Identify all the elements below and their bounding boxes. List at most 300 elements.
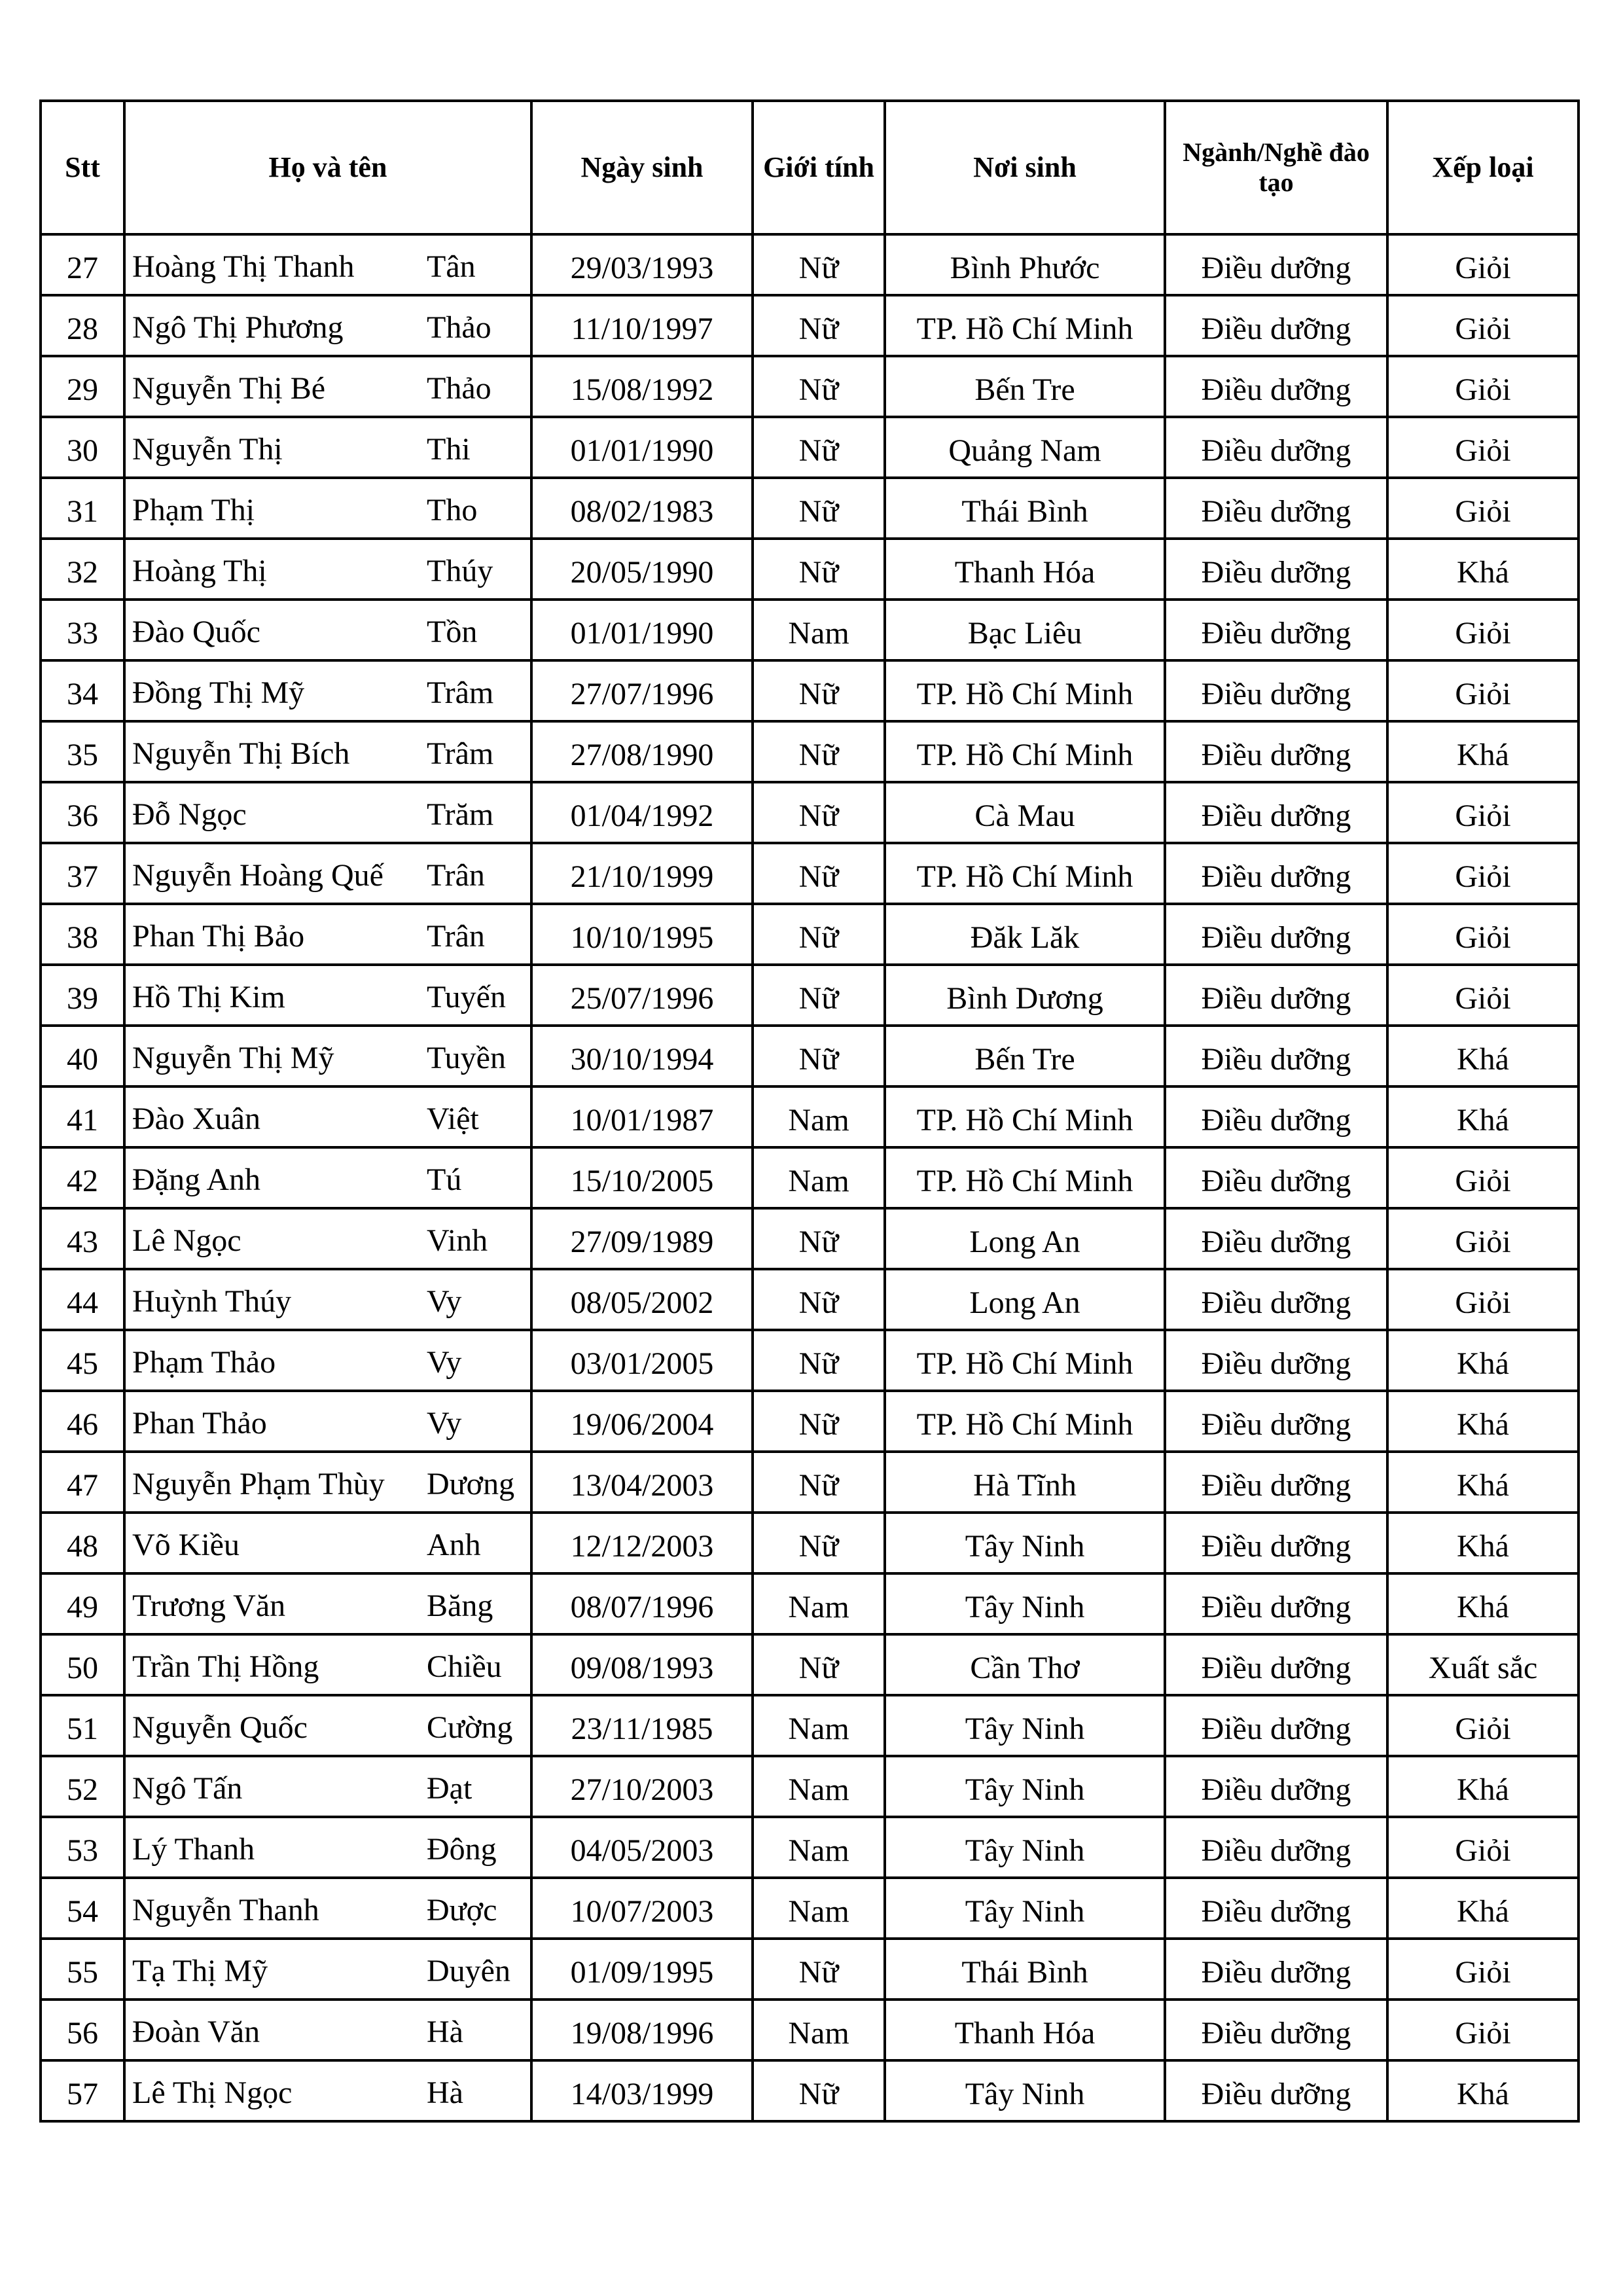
row-birthplace: Tây Ninh <box>885 1695 1165 1756</box>
row-stt: 41 <box>41 1086 124 1147</box>
row-stt: 31 <box>41 478 124 539</box>
row-gender: Nam <box>753 1086 885 1147</box>
row-given-name: Nguyễn Hoàng Quế <box>132 857 383 893</box>
header-name: Họ và tên <box>124 101 531 234</box>
row-dob: 01/04/1992 <box>531 782 753 843</box>
table-row <box>41 417 1578 478</box>
row-stt: 51 <box>41 1695 124 1756</box>
row-rank: Giỏi <box>1387 1147 1578 1208</box>
row-given-name: Phạm Thảo <box>132 1344 276 1380</box>
row-full-name <box>124 1147 531 1208</box>
row-stt: 57 <box>41 2060 124 2121</box>
row-last-name: Thúy <box>427 553 493 588</box>
full-name-wrap <box>132 1223 530 1262</box>
row-dob: 01/09/1995 <box>531 1939 753 2000</box>
header-birthplace: Nơi sinh <box>885 101 1165 234</box>
row-stt: 38 <box>41 904 124 965</box>
row-birthplace: Cần Thơ <box>885 1634 1165 1695</box>
row-rank: Khá <box>1387 539 1578 600</box>
full-name-wrap <box>132 1162 530 1201</box>
row-major: Điều dưỡng <box>1165 1634 1387 1695</box>
row-gender: Nữ <box>753 965 885 1026</box>
row-given-name: Phan Thảo <box>132 1405 267 1441</box>
row-major: Điều dưỡng <box>1165 1695 1387 1756</box>
table-row <box>41 1513 1578 1573</box>
row-major: Điều dưỡng <box>1165 721 1387 782</box>
row-last-name: Được <box>427 1892 497 1928</box>
row-full-name <box>124 843 531 904</box>
row-last-name: Duyên <box>427 1953 510 1988</box>
header-stt: Stt <box>41 101 124 234</box>
table-row <box>41 2060 1578 2121</box>
row-last-name: Thảo <box>427 310 491 345</box>
table-row <box>41 904 1578 965</box>
row-major: Điều dưỡng <box>1165 2000 1387 2060</box>
row-dob: 03/01/2005 <box>531 1330 753 1391</box>
row-rank: Khá <box>1387 1878 1578 1939</box>
row-major: Điều dưỡng <box>1165 1147 1387 1208</box>
full-name-wrap <box>132 1527 530 1566</box>
row-last-name: Vinh <box>427 1223 488 1258</box>
row-last-name: Băng <box>427 1588 493 1623</box>
row-birthplace: Bến Tre <box>885 1026 1165 1086</box>
row-major: Điều dưỡng <box>1165 356 1387 417</box>
row-full-name <box>124 1269 531 1330</box>
row-rank: Giỏi <box>1387 1695 1578 1756</box>
table-row <box>41 1573 1578 1634</box>
row-birthplace: TP. Hồ Chí Minh <box>885 1391 1165 1452</box>
row-last-name: Tho <box>427 492 478 528</box>
row-given-name: Hồ Thị Kim <box>132 979 285 1014</box>
row-rank: Giỏi <box>1387 904 1578 965</box>
table-row <box>41 356 1578 417</box>
row-birthplace: Tây Ninh <box>885 1513 1165 1573</box>
row-birthplace: TP. Hồ Chí Minh <box>885 843 1165 904</box>
table-row <box>41 539 1578 600</box>
row-gender: Nữ <box>753 539 885 600</box>
row-last-name: Trâm <box>427 675 494 710</box>
header-row <box>41 101 1578 234</box>
row-full-name <box>124 660 531 721</box>
row-gender: Nữ <box>753 417 885 478</box>
row-dob: 27/09/1989 <box>531 1208 753 1269</box>
header-gender: Giới tính <box>753 101 885 234</box>
row-given-name: Nguyễn Thị <box>132 431 283 467</box>
row-given-name: Võ Kiều <box>132 1527 240 1562</box>
row-gender: Nữ <box>753 904 885 965</box>
row-birthplace: TP. Hồ Chí Minh <box>885 721 1165 782</box>
row-full-name <box>124 1634 531 1695</box>
row-birthplace: Tây Ninh <box>885 1573 1165 1634</box>
table-row <box>41 1634 1578 1695</box>
row-full-name <box>124 1330 531 1391</box>
row-birthplace: TP. Hồ Chí Minh <box>885 1086 1165 1147</box>
row-birthplace: Quảng Nam <box>885 417 1165 478</box>
row-gender: Nam <box>753 1147 885 1208</box>
row-given-name: Phan Thị Bảo <box>132 918 305 954</box>
full-name-wrap <box>132 370 530 410</box>
row-gender: Nam <box>753 1573 885 1634</box>
row-last-name: Dương <box>427 1466 515 1501</box>
row-major: Điều dưỡng <box>1165 1391 1387 1452</box>
row-given-name: Đoàn Văn <box>132 2014 260 2049</box>
row-dob: 04/05/2003 <box>531 1817 753 1878</box>
row-dob: 20/05/1990 <box>531 539 753 600</box>
row-stt: 40 <box>41 1026 124 1086</box>
table-row <box>41 1452 1578 1513</box>
row-major: Điều dưỡng <box>1165 2060 1387 2121</box>
full-name-wrap <box>132 1649 530 1688</box>
row-major: Điều dưỡng <box>1165 1269 1387 1330</box>
table-row <box>41 1147 1578 1208</box>
row-stt: 37 <box>41 843 124 904</box>
row-birthplace: Hà Tĩnh <box>885 1452 1165 1513</box>
row-dob: 10/10/1995 <box>531 904 753 965</box>
full-name-wrap <box>132 1405 530 1444</box>
full-name-wrap <box>132 310 530 349</box>
row-stt: 56 <box>41 2000 124 2060</box>
row-major: Điều dưỡng <box>1165 1086 1387 1147</box>
row-gender: Nam <box>753 2000 885 2060</box>
row-given-name: Nguyễn Thị Bé <box>132 370 326 406</box>
table-row <box>41 1695 1578 1756</box>
row-given-name: Lê Thị Ngọc <box>132 2075 293 2110</box>
row-stt: 45 <box>41 1330 124 1391</box>
row-full-name <box>124 1086 531 1147</box>
row-gender: Nữ <box>753 356 885 417</box>
row-dob: 23/11/1985 <box>531 1695 753 1756</box>
row-given-name: Đỗ Ngọc <box>132 797 247 832</box>
row-birthplace: Tây Ninh <box>885 1817 1165 1878</box>
row-birthplace: Bình Dương <box>885 965 1165 1026</box>
row-gender: Nữ <box>753 478 885 539</box>
row-rank: Giỏi <box>1387 2000 1578 2060</box>
row-rank: Giỏi <box>1387 417 1578 478</box>
row-full-name <box>124 1026 531 1086</box>
full-name-wrap <box>132 1892 530 1931</box>
row-stt: 29 <box>41 356 124 417</box>
row-full-name <box>124 1573 531 1634</box>
row-dob: 08/05/2002 <box>531 1269 753 1330</box>
row-rank: Khá <box>1387 1452 1578 1513</box>
row-dob: 19/06/2004 <box>531 1391 753 1452</box>
full-name-wrap <box>132 979 530 1018</box>
row-stt: 49 <box>41 1573 124 1634</box>
row-dob: 30/10/1994 <box>531 1026 753 1086</box>
full-name-wrap <box>132 1344 530 1384</box>
row-dob: 21/10/1999 <box>531 843 753 904</box>
row-rank: Giỏi <box>1387 965 1578 1026</box>
row-full-name <box>124 1452 531 1513</box>
row-major: Điều dưỡng <box>1165 1939 1387 2000</box>
row-full-name <box>124 356 531 417</box>
row-gender: Nam <box>753 600 885 660</box>
row-stt: 53 <box>41 1817 124 1878</box>
row-dob: 01/01/1990 <box>531 417 753 478</box>
row-given-name: Trần Thị Hồng <box>132 1649 319 1684</box>
table-row <box>41 478 1578 539</box>
row-stt: 32 <box>41 539 124 600</box>
row-given-name: Ngô Tấn <box>132 1770 243 1806</box>
row-last-name: Tuyến <box>427 979 506 1014</box>
row-rank: Giỏi <box>1387 1817 1578 1878</box>
row-rank: Giỏi <box>1387 1208 1578 1269</box>
row-dob: 08/07/1996 <box>531 1573 753 1634</box>
row-stt: 28 <box>41 295 124 356</box>
full-name-wrap <box>132 1710 530 1749</box>
row-major: Điều dưỡng <box>1165 782 1387 843</box>
row-dob: 12/12/2003 <box>531 1513 753 1573</box>
row-gender: Nữ <box>753 1939 885 2000</box>
row-dob: 25/07/1996 <box>531 965 753 1026</box>
row-major: Điều dưỡng <box>1165 904 1387 965</box>
row-stt: 48 <box>41 1513 124 1573</box>
row-last-name: Vy <box>427 1344 462 1380</box>
table-row <box>41 1878 1578 1939</box>
row-birthplace: Tây Ninh <box>885 1756 1165 1817</box>
row-given-name: Lý Thanh <box>132 1831 255 1867</box>
table-row <box>41 721 1578 782</box>
row-full-name <box>124 721 531 782</box>
row-given-name: Nguyễn Thị Mỹ <box>132 1040 334 1075</box>
row-birthplace: Tây Ninh <box>885 1878 1165 1939</box>
full-name-wrap <box>132 249 530 288</box>
row-given-name: Nguyễn Quốc <box>132 1710 308 1745</box>
row-given-name: Tạ Thị Mỹ <box>132 1953 268 1988</box>
roster-body <box>41 234 1578 2121</box>
row-stt: 43 <box>41 1208 124 1269</box>
row-full-name <box>124 1878 531 1939</box>
full-name-wrap <box>132 2075 530 2114</box>
row-birthplace: TP. Hồ Chí Minh <box>885 295 1165 356</box>
row-given-name: Đào Quốc <box>132 614 260 649</box>
row-gender: Nữ <box>753 660 885 721</box>
row-rank: Khá <box>1387 1391 1578 1452</box>
row-birthplace: Thái Bình <box>885 1939 1165 2000</box>
row-rank: Giỏi <box>1387 600 1578 660</box>
table-row <box>41 843 1578 904</box>
full-name-wrap <box>132 675 530 714</box>
row-full-name <box>124 904 531 965</box>
row-gender: Nữ <box>753 1208 885 1269</box>
row-given-name: Ngô Thị Phương <box>132 310 344 345</box>
row-major: Điều dưỡng <box>1165 965 1387 1026</box>
row-given-name: Đặng Anh <box>132 1162 260 1197</box>
row-dob: 10/07/2003 <box>531 1878 753 1939</box>
row-major: Điều dưỡng <box>1165 234 1387 295</box>
row-major: Điều dưỡng <box>1165 1878 1387 1939</box>
full-name-wrap <box>132 857 530 897</box>
row-full-name <box>124 295 531 356</box>
full-name-wrap <box>132 492 530 531</box>
header-rank: Xếp loại <box>1387 101 1578 234</box>
row-last-name: Thảo <box>427 370 491 406</box>
row-last-name: Trăm <box>427 797 494 832</box>
row-rank: Giỏi <box>1387 782 1578 843</box>
row-last-name: Đạt <box>427 1770 473 1806</box>
full-name-wrap <box>132 797 530 836</box>
row-last-name: Hà <box>427 2075 463 2110</box>
full-name-wrap <box>132 2014 530 2053</box>
row-given-name: Nguyễn Phạm Thùy <box>132 1466 385 1501</box>
row-full-name <box>124 782 531 843</box>
row-major: Điều dưỡng <box>1165 1452 1387 1513</box>
table-row <box>41 782 1578 843</box>
row-rank: Giỏi <box>1387 478 1578 539</box>
row-given-name: Nguyễn Thị Bích <box>132 736 350 771</box>
row-full-name <box>124 600 531 660</box>
table-row <box>41 1208 1578 1269</box>
row-last-name: Vy <box>427 1283 462 1319</box>
row-last-name: Trân <box>427 918 485 954</box>
header-major: Ngành/Nghề đào tạo <box>1165 101 1387 234</box>
row-full-name <box>124 1513 531 1573</box>
row-dob: 09/08/1993 <box>531 1634 753 1695</box>
row-last-name: Tân <box>427 249 476 284</box>
row-rank: Xuất sắc <box>1387 1634 1578 1695</box>
row-dob: 13/04/2003 <box>531 1452 753 1513</box>
row-stt: 47 <box>41 1452 124 1513</box>
row-gender: Nữ <box>753 1513 885 1573</box>
row-full-name <box>124 1391 531 1452</box>
row-rank: Giỏi <box>1387 356 1578 417</box>
row-gender: Nữ <box>753 234 885 295</box>
row-major: Điều dưỡng <box>1165 1208 1387 1269</box>
row-dob: 27/10/2003 <box>531 1756 753 1817</box>
row-gender: Nữ <box>753 1269 885 1330</box>
row-birthplace: Bạc Liêu <box>885 600 1165 660</box>
row-last-name: Trâm <box>427 736 494 771</box>
table-row <box>41 1086 1578 1147</box>
row-rank: Khá <box>1387 1330 1578 1391</box>
row-major: Điều dưỡng <box>1165 1756 1387 1817</box>
row-birthplace: Cà Mau <box>885 782 1165 843</box>
row-rank: Giỏi <box>1387 234 1578 295</box>
row-full-name <box>124 2060 531 2121</box>
row-stt: 34 <box>41 660 124 721</box>
row-birthplace: Đăk Lăk <box>885 904 1165 965</box>
row-birthplace: Long An <box>885 1269 1165 1330</box>
row-full-name <box>124 1695 531 1756</box>
row-given-name: Nguyễn Thanh <box>132 1892 319 1928</box>
row-major: Điều dưỡng <box>1165 1817 1387 1878</box>
table-row <box>41 1756 1578 1817</box>
row-given-name: Lê Ngọc <box>132 1223 241 1258</box>
row-full-name <box>124 539 531 600</box>
row-gender: Nam <box>753 1878 885 1939</box>
row-major: Điều dưỡng <box>1165 1026 1387 1086</box>
row-birthplace: TP. Hồ Chí Minh <box>885 1330 1165 1391</box>
row-gender: Nữ <box>753 1330 885 1391</box>
table-row <box>41 1330 1578 1391</box>
row-stt: 44 <box>41 1269 124 1330</box>
row-stt: 27 <box>41 234 124 295</box>
table-row <box>41 295 1578 356</box>
row-rank: Khá <box>1387 1513 1578 1573</box>
row-rank: Khá <box>1387 1026 1578 1086</box>
row-rank: Khá <box>1387 1086 1578 1147</box>
full-name-wrap <box>132 614 530 653</box>
row-given-name: Huỳnh Thúy <box>132 1283 292 1319</box>
row-full-name <box>124 417 531 478</box>
student-roster-table <box>39 99 1580 2123</box>
row-full-name <box>124 1939 531 2000</box>
row-rank: Giỏi <box>1387 660 1578 721</box>
row-major: Điều dưỡng <box>1165 1513 1387 1573</box>
row-stt: 36 <box>41 782 124 843</box>
row-stt: 33 <box>41 600 124 660</box>
row-rank: Khá <box>1387 1573 1578 1634</box>
full-name-wrap <box>132 1283 530 1323</box>
row-birthplace: TP. Hồ Chí Minh <box>885 660 1165 721</box>
row-major: Điều dưỡng <box>1165 478 1387 539</box>
row-last-name: Thi <box>427 431 471 467</box>
row-gender: Nữ <box>753 1026 885 1086</box>
row-rank: Giỏi <box>1387 1939 1578 2000</box>
row-gender: Nữ <box>753 1452 885 1513</box>
row-full-name <box>124 234 531 295</box>
table-row <box>41 1391 1578 1452</box>
row-stt: 46 <box>41 1391 124 1452</box>
row-gender: Nam <box>753 1817 885 1878</box>
row-stt: 55 <box>41 1939 124 2000</box>
row-major: Điều dưỡng <box>1165 295 1387 356</box>
row-birthplace: Long An <box>885 1208 1165 1269</box>
row-given-name: Đào Xuân <box>132 1101 260 1136</box>
table-row <box>41 660 1578 721</box>
row-gender: Nữ <box>753 1391 885 1452</box>
full-name-wrap <box>132 1770 530 1810</box>
table-row <box>41 1026 1578 1086</box>
full-name-wrap <box>132 431 530 471</box>
table-row <box>41 600 1578 660</box>
table-row <box>41 1939 1578 2000</box>
row-birthplace: Thanh Hóa <box>885 2000 1165 2060</box>
row-rank: Khá <box>1387 2060 1578 2121</box>
row-stt: 42 <box>41 1147 124 1208</box>
row-dob: 29/03/1993 <box>531 234 753 295</box>
row-birthplace: Tây Ninh <box>885 2060 1165 2121</box>
row-last-name: Anh <box>427 1527 481 1562</box>
row-birthplace: TP. Hồ Chí Minh <box>885 1147 1165 1208</box>
row-dob: 15/08/1992 <box>531 356 753 417</box>
row-gender: Nữ <box>753 721 885 782</box>
row-stt: 35 <box>41 721 124 782</box>
full-name-wrap <box>132 1040 530 1079</box>
row-stt: 54 <box>41 1878 124 1939</box>
row-major: Điều dưỡng <box>1165 843 1387 904</box>
row-stt: 52 <box>41 1756 124 1817</box>
row-birthplace: Thanh Hóa <box>885 539 1165 600</box>
row-given-name: Hoàng Thị Thanh <box>132 249 355 284</box>
row-rank: Giỏi <box>1387 295 1578 356</box>
row-stt: 50 <box>41 1634 124 1695</box>
row-gender: Nữ <box>753 1634 885 1695</box>
row-dob: 10/01/1987 <box>531 1086 753 1147</box>
table-row <box>41 1269 1578 1330</box>
full-name-wrap <box>132 553 530 592</box>
table-row <box>41 965 1578 1026</box>
row-rank: Khá <box>1387 721 1578 782</box>
row-gender: Nữ <box>753 2060 885 2121</box>
row-major: Điều dưỡng <box>1165 1330 1387 1391</box>
row-gender: Nam <box>753 1695 885 1756</box>
row-full-name <box>124 478 531 539</box>
row-major: Điều dưỡng <box>1165 1573 1387 1634</box>
table-row <box>41 234 1578 295</box>
full-name-wrap <box>132 736 530 775</box>
row-given-name: Phạm Thị <box>132 492 255 528</box>
